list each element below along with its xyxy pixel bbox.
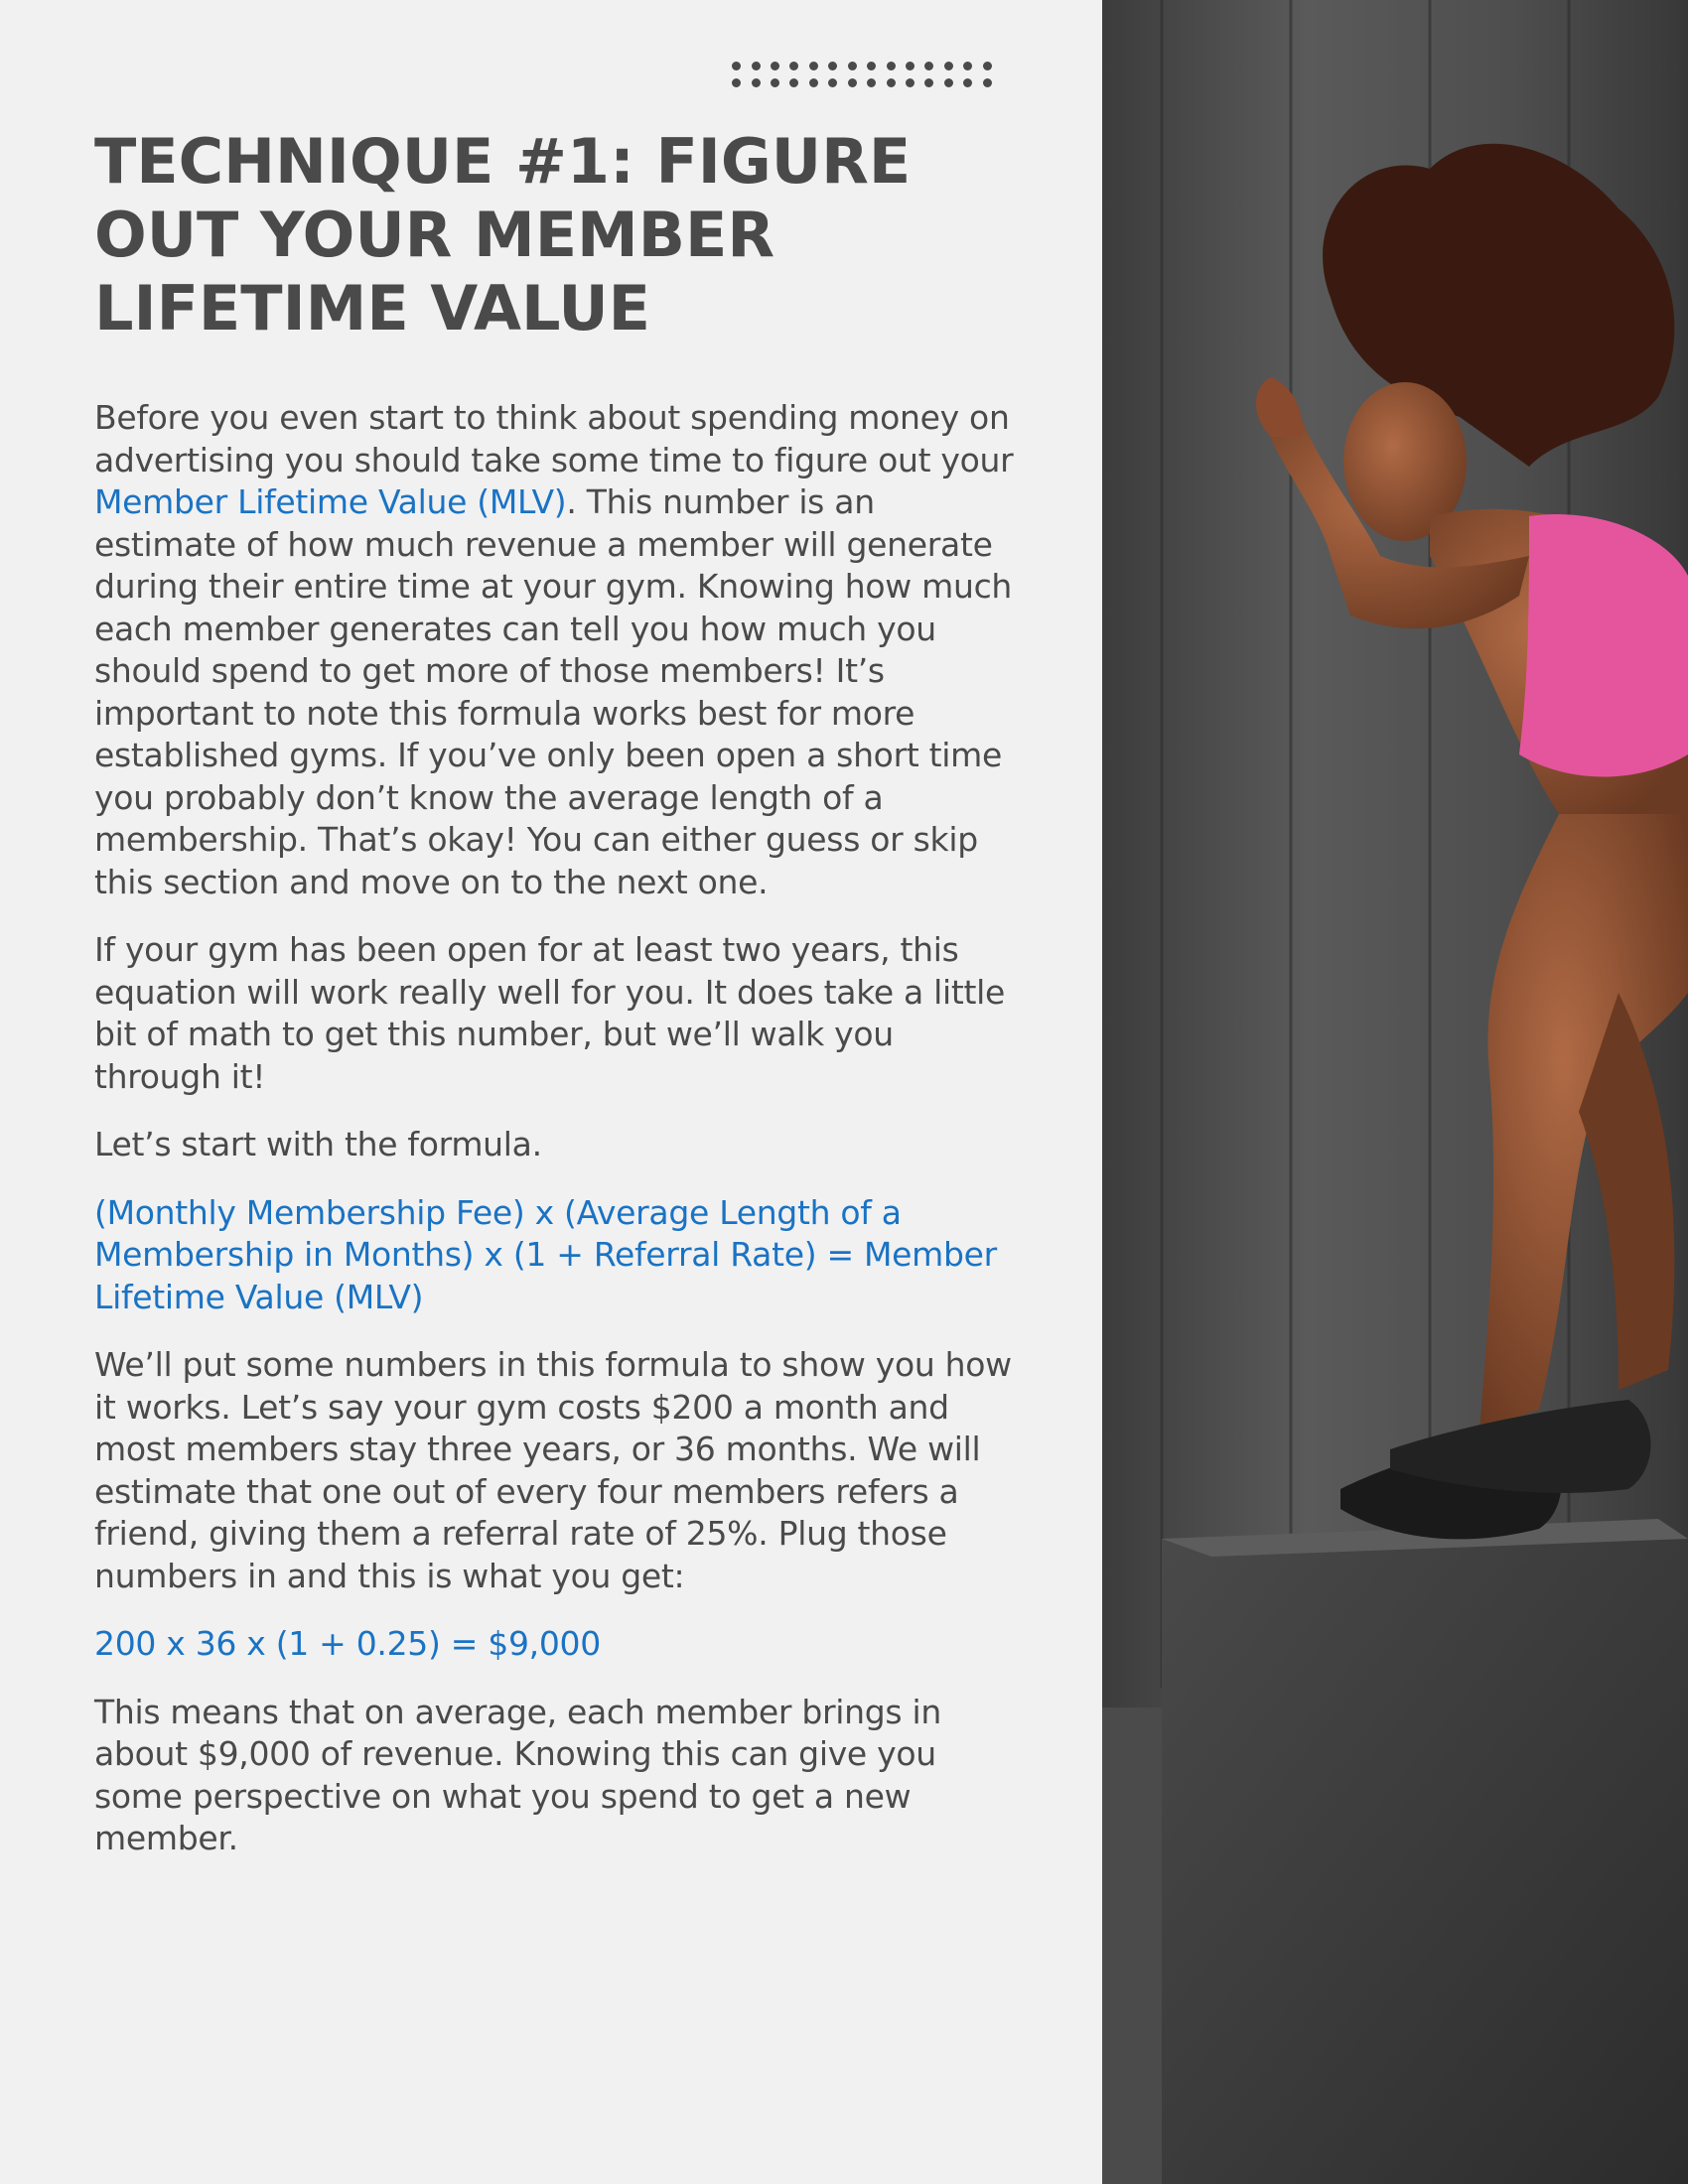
dot — [906, 78, 914, 87]
dot — [828, 62, 837, 70]
dot — [848, 78, 857, 87]
dot — [752, 78, 761, 87]
paragraph-two-years: If your gym has been open for at least two years, this equation will work really well for you. It does take a little bit of math to get this number, but we’ll walk you through it! — [94, 930, 1006, 1096]
dot-grid-icon — [727, 58, 997, 91]
dot — [752, 62, 761, 70]
dot — [867, 62, 876, 70]
dot — [906, 62, 914, 70]
dot — [963, 62, 972, 70]
dot — [924, 62, 933, 70]
dot — [983, 62, 992, 70]
dot — [789, 78, 798, 87]
dot — [771, 78, 779, 87]
athlete-box-jump-photo — [1102, 0, 1688, 2184]
dot — [828, 78, 837, 87]
page-title: TECHNIQUE #1: FIGURE OUT YOUR MEMBER LIFETIME VALUE — [94, 125, 912, 344]
text-column — [94, 125, 1018, 1886]
mlv-highlight: Member Lifetime Value (MLV) — [94, 482, 567, 521]
dot — [983, 78, 992, 87]
dot — [887, 62, 896, 70]
paragraph-intro — [94, 397, 1018, 903]
dot — [887, 78, 896, 87]
dot — [809, 78, 818, 87]
dot — [848, 62, 857, 70]
paragraph-example: We’ll put some numbers in this formula to show you how it works. Let’s say your gym costs $200 a month and most members stay three years, or 36 months. We will estimate that one out of every four members refers a friend, giving them a referral rate of 25%. Plug those numbers in and this is what you get: — [94, 1345, 1012, 1595]
paragraph-intro-start: Before you even start to think about spending money on advertising you should take some time to figure out your — [94, 398, 1014, 479]
dot — [924, 78, 933, 87]
formula-text: (Monthly Membership Fee) x (Average Length of a Membership in Months) x (1 + Referral Rate) = Member Lifetime Value (MLV) — [94, 1192, 997, 1316]
dot — [809, 62, 818, 70]
example-calculation: 200 x 36 x (1 + 0.25) = $9,000 — [94, 1624, 601, 1663]
dot — [732, 62, 741, 70]
dot — [789, 62, 798, 70]
dot — [963, 78, 972, 87]
dot — [732, 78, 741, 87]
dot — [771, 62, 779, 70]
paragraph-conclusion: This means that on average, each member brings in about $9,000 of revenue. Knowing this can give you some perspective on what you spend to get a new member. — [94, 1692, 941, 1857]
dot — [867, 78, 876, 87]
dot — [944, 78, 953, 87]
paragraph-formula-intro: Let’s start with the formula. — [94, 1125, 542, 1163]
dot — [944, 62, 953, 70]
paragraph-intro-rest: . This number is an estimate of how much revenue a member will generate during their entire time at your gym. Knowing how much each member generates can tell you how much you should spend to get more of those members! It’s important to note this formula works best for more established gyms. If you’ve only been open a short time you probably don’t know the average length of a membership. That’s okay! You can either guess or skip this section and move on to the next one. — [94, 482, 1013, 901]
